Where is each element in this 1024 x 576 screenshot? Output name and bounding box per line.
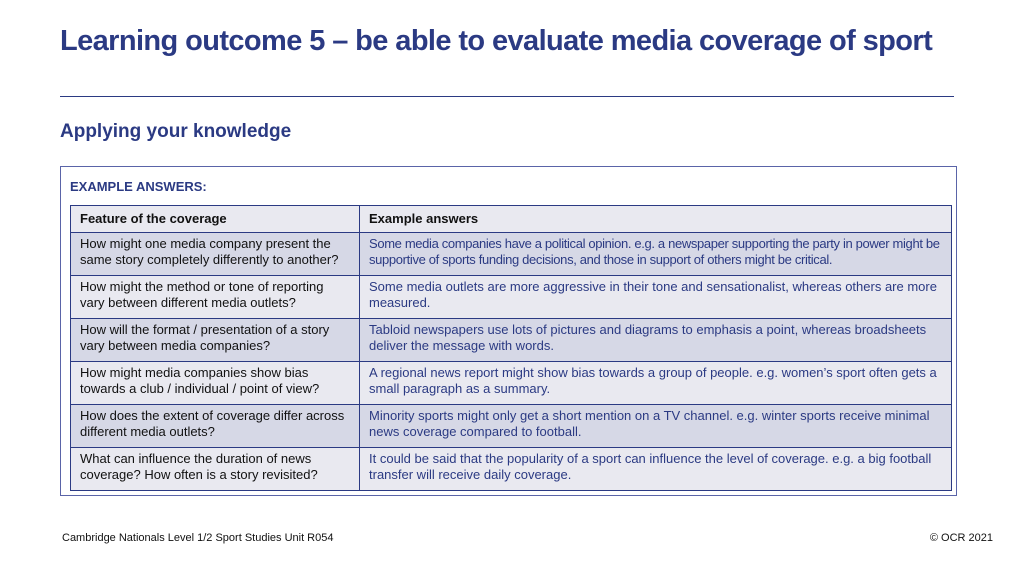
footer-copyright: © OCR 2021: [929, 532, 993, 544]
table-row: [71, 405, 952, 448]
section-subtitle: Applying your knowledge: [60, 121, 292, 142]
row-question: How might one media company present the same story completely differently to another?: [71, 233, 360, 276]
row-question: What can influence the duration of news coverage? How often is a story revisited?: [71, 448, 360, 491]
row-question: How might the method or tone of reporting vary between different media outlets?: [71, 276, 360, 319]
title-divider: [60, 96, 954, 97]
table-row: [71, 319, 952, 362]
footer-course: Cambridge Nationals Level 1/2 Sport Studies Unit R054: [62, 532, 334, 544]
row-answer: A regional news report might show bias towards a group of people. e.g. women’s sport often gets a small paragraph as a summary.: [360, 362, 952, 405]
row-answer: It could be said that the popularity of a sport can influence the level of coverage. e.g. a big football transfer will receive daily coverage.: [360, 448, 952, 491]
table-header-row: [71, 206, 952, 233]
table-row: [71, 276, 952, 319]
answers-table: [70, 205, 952, 491]
header-answers: Example answers: [360, 206, 952, 233]
row-question: How might media companies show bias towards a club / individual / point of view?: [71, 362, 360, 405]
row-answer: Minority sports might only get a short mention on a TV channel. e.g. winter sports receive minimal news coverage compared to football.: [360, 405, 952, 448]
row-question: How will the format / presentation of a story vary between media companies?: [71, 319, 360, 362]
example-answers-box: [60, 166, 957, 496]
header-feature: Feature of the coverage: [71, 206, 360, 233]
table-row: [71, 362, 952, 405]
row-answer: Some media outlets are more aggressive in their tone and sensationalist, whereas others are more measured.: [360, 276, 952, 319]
page-title: Learning outcome 5 – be able to evaluate media coverage of sport: [60, 25, 933, 57]
table-row: [71, 233, 952, 276]
example-answers-label: EXAMPLE ANSWERS:: [70, 179, 207, 194]
row-answer: Some media companies have a political opinion. e.g. a newspaper supporting the party in power might be supportive of sports funding decisions, and those in support of others might be critical.: [360, 233, 952, 276]
row-answer: Tabloid newspapers use lots of pictures and diagrams to emphasis a point, whereas broadsheets deliver the message with words.: [360, 319, 952, 362]
table-row: [71, 448, 952, 491]
row-question: How does the extent of coverage differ across different media outlets?: [71, 405, 360, 448]
